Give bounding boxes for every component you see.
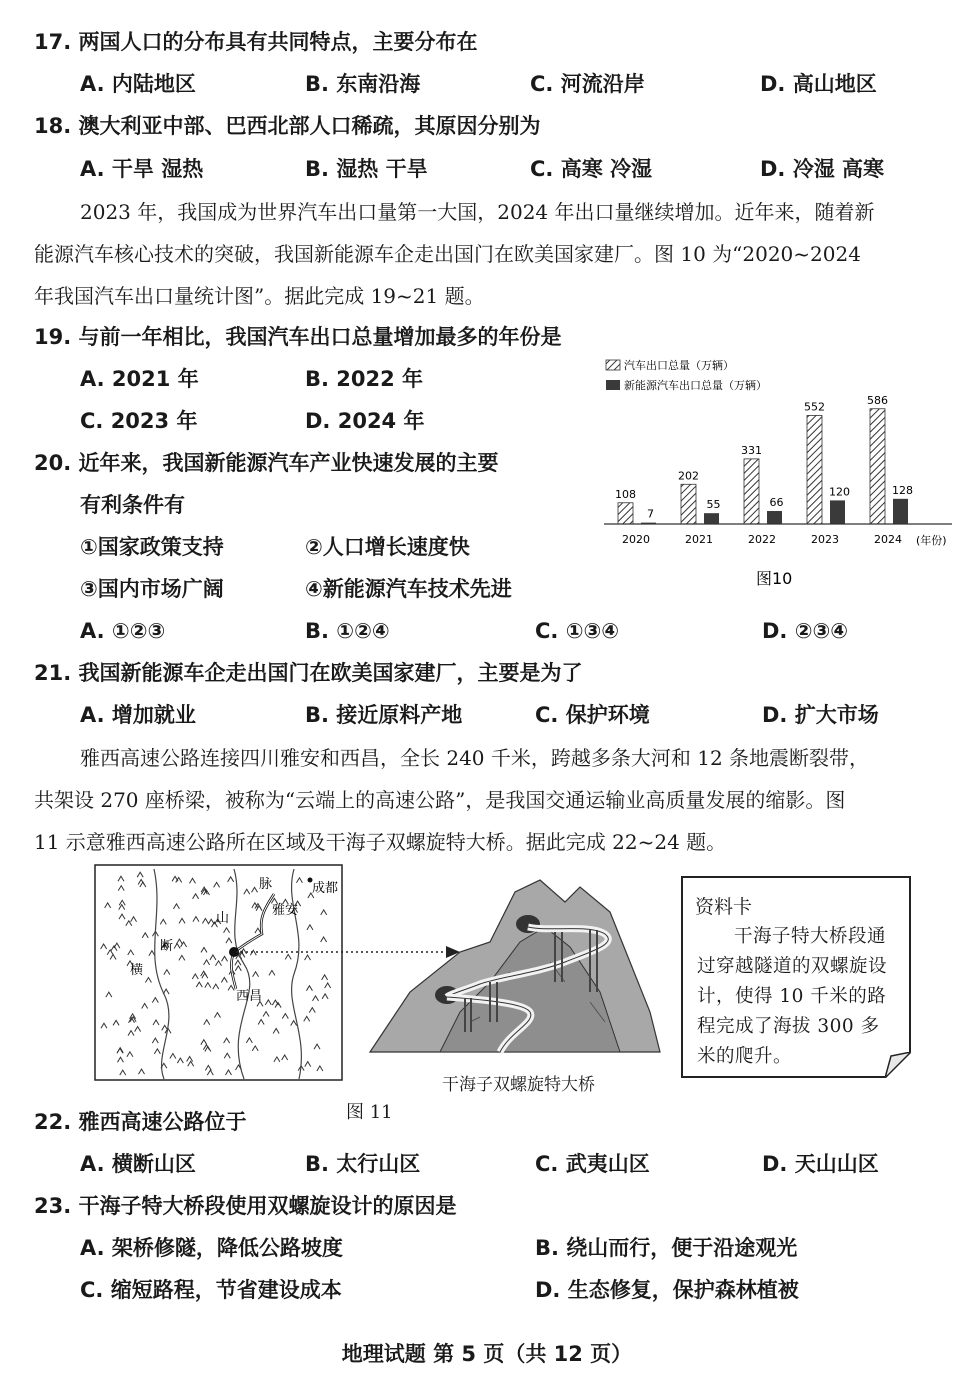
- q21-option-d: D. 扩大市场: [762, 703, 879, 727]
- q18-option-b: B. 湿热 干旱: [305, 157, 428, 181]
- q19-option-b: B. 2022 年: [305, 367, 424, 391]
- label-total-2022: 331: [741, 443, 762, 457]
- q20-option-a: A. ①②③: [80, 619, 166, 643]
- q20-option-b: B. ①②④: [305, 619, 390, 643]
- q17-option-a: A. 内陆地区: [80, 72, 196, 96]
- bar-total-2022: [744, 459, 759, 524]
- figure-10-title: 图10: [756, 569, 793, 588]
- q17-stem: 17. 两国人口的分布具有共同特点，主要分布在: [34, 30, 478, 54]
- passage1-line-1: 2023 年，我国成为世界汽车出口量第一大国，2024 年出口量继续增加。近年来，随着新: [80, 200, 875, 224]
- tick-label-2022: 2022: [748, 533, 776, 546]
- map-label-chengdu: 成都: [312, 881, 339, 896]
- tick-label-2024: 2024: [874, 533, 902, 546]
- q20-option-c: C. ①③④: [535, 619, 620, 643]
- tick-label-2021: 2021: [685, 533, 713, 546]
- q23-option-a: A. 架桥修隧，降低公路坡度: [80, 1236, 343, 1260]
- info-card-text: 干海子特大桥段通过穿越隧道的双螺旋设计，使得 10 千米的路程完成了海拔 300 多米的爬升。: [697, 926, 888, 1067]
- label-total-2024: 586: [867, 393, 888, 407]
- q17-option-c: C. 河流沿岸: [530, 72, 645, 96]
- q22-option-a: A. 横断山区: [80, 1152, 196, 1176]
- map-label-mai: 脉: [259, 877, 273, 892]
- info-card-title: 资料卡: [695, 896, 753, 918]
- q20-item-1: ①国家政策支持: [80, 535, 224, 559]
- map-label-duan: 断: [160, 939, 174, 954]
- q21-option-a: A. 增加就业: [80, 703, 196, 727]
- bar-total-2023: [807, 415, 822, 524]
- chart-legend: [606, 358, 767, 392]
- q19-option-a: A. 2021 年: [80, 367, 199, 391]
- label-total-2021: 202: [678, 469, 699, 483]
- q21-stem: 21. 我国新能源车企走出国门在欧美国家建厂，主要是为了: [34, 661, 583, 685]
- bar-nev-2022: [767, 511, 782, 524]
- q17-option-d: D. 高山地区: [760, 72, 877, 96]
- label-nev-2024: 128: [892, 483, 913, 497]
- x-axis-label: (年份): [916, 534, 947, 547]
- tick-label-2020: 2020: [622, 533, 650, 546]
- passage1-line-3: 年我国汽车出口量统计图”。据此完成 19~21 题。: [34, 284, 485, 308]
- bar-total-2021: [681, 484, 696, 524]
- q22-option-b: B. 太行山区: [305, 1152, 421, 1176]
- bar-nev-2023: [830, 500, 845, 524]
- tick-label-2023: 2023: [811, 533, 839, 546]
- label-nev-2021: 55: [706, 498, 721, 512]
- bar-total-2024: [870, 409, 885, 524]
- legend-nev-label: 新能源汽车出口总量（万辆）: [624, 379, 767, 392]
- q23-option-c: C. 缩短路程，节省建设成本: [80, 1278, 342, 1302]
- q19-option-c: C. 2023 年: [80, 409, 198, 433]
- info-card: [681, 876, 911, 1078]
- q19-option-d: D. 2024 年: [305, 409, 425, 433]
- q23-option-b: B. 绕山而行，便于沿途观光: [535, 1236, 798, 1260]
- q18-option-c: C. 高寒 冷湿: [530, 157, 653, 181]
- page-footer: 地理试题 第 5 页（共 12 页）: [341, 1342, 633, 1366]
- q21-option-c: C. 保护环境: [535, 703, 650, 727]
- q20-stem-line2: 有利条件有: [80, 493, 185, 517]
- passage1-line-2: 能源汽车核心技术的突破，我国新能源车企走出国门在欧美国家建厂。图 10 为“2020~2024: [34, 242, 861, 266]
- bar-total-2020: [618, 503, 633, 524]
- bar-nev-2024: [893, 499, 908, 524]
- double-spiral-bridge-illustration: [350, 872, 672, 1062]
- q20-stem-line1: 20. 近年来，我国新能源汽车产业快速发展的主要: [34, 451, 499, 475]
- q23-option-d: D. 生态修复，保护森林植被: [535, 1278, 799, 1302]
- label-total-2023: 552: [804, 400, 825, 414]
- figure-11-title: 图 11: [346, 1102, 393, 1123]
- q18-stem: 18. 澳大利亚中部、巴西北部人口稀疏，其原因分别为: [34, 114, 541, 138]
- q22-option-d: D. 天山山区: [762, 1152, 879, 1176]
- q22-option-c: C. 武夷山区: [535, 1152, 650, 1176]
- label-total-2020: 108: [615, 487, 636, 501]
- card-folded-corner: [885, 1052, 911, 1078]
- map-label-xichang: 西昌: [236, 989, 263, 1004]
- map-label-shan: 山: [216, 911, 230, 926]
- q20-item-4: ④新能源汽车技术先进: [305, 577, 512, 601]
- passage2-line-2: 共架设 270 座桥梁，被称为“云端上的高速公路”，是我国交通运输业高质量发展的缩影。图: [34, 788, 846, 812]
- q20-item-2: ②人口增长速度快: [305, 535, 470, 559]
- map-label-yaan: 雅安: [272, 903, 299, 918]
- label-nev-2022: 66: [769, 496, 784, 510]
- bar-nev-2021: [704, 513, 719, 524]
- label-nev-2020: 7: [647, 507, 654, 521]
- q22-stem: 22. 雅西高速公路位于: [34, 1110, 247, 1134]
- q17-option-b: B. 东南沿海: [305, 72, 421, 96]
- map-label-heng: 横: [130, 963, 144, 978]
- figure-10-bar-chart: [596, 352, 966, 592]
- q18-option-a: A. 干旱 湿热: [80, 157, 204, 181]
- passage2-line-3: 11 示意雅西高速公路所在区域及干海子双螺旋特大桥。据此完成 22~24 题。: [34, 830, 727, 854]
- legend-total-label: 汽车出口总量（万辆）: [624, 359, 734, 372]
- q21-option-b: B. 接近原料产地: [305, 703, 463, 727]
- q19-stem: 19. 与前一年相比，我国汽车出口总量增加最多的年份是: [34, 325, 562, 349]
- legend-total-swatch: [606, 360, 620, 370]
- q18-option-d: D. 冷湿 高寒: [760, 157, 885, 181]
- legend-nev-swatch: [606, 380, 620, 390]
- q20-item-3: ③国内市场广阔: [80, 577, 224, 601]
- passage2-line-1: 雅西高速公路连接四川雅安和西昌，全长 240 千米，跨越多条大河和 12 条地震断裂带，: [80, 746, 870, 770]
- bridge-caption: 干海子双螺旋特大桥: [442, 1075, 595, 1095]
- q20-option-d: D. ②③④: [762, 619, 849, 643]
- label-nev-2023: 120: [829, 485, 850, 499]
- figure-11-map: [94, 864, 344, 1082]
- q23-stem: 23. 干海子特大桥段使用双螺旋设计的原因是: [34, 1194, 457, 1218]
